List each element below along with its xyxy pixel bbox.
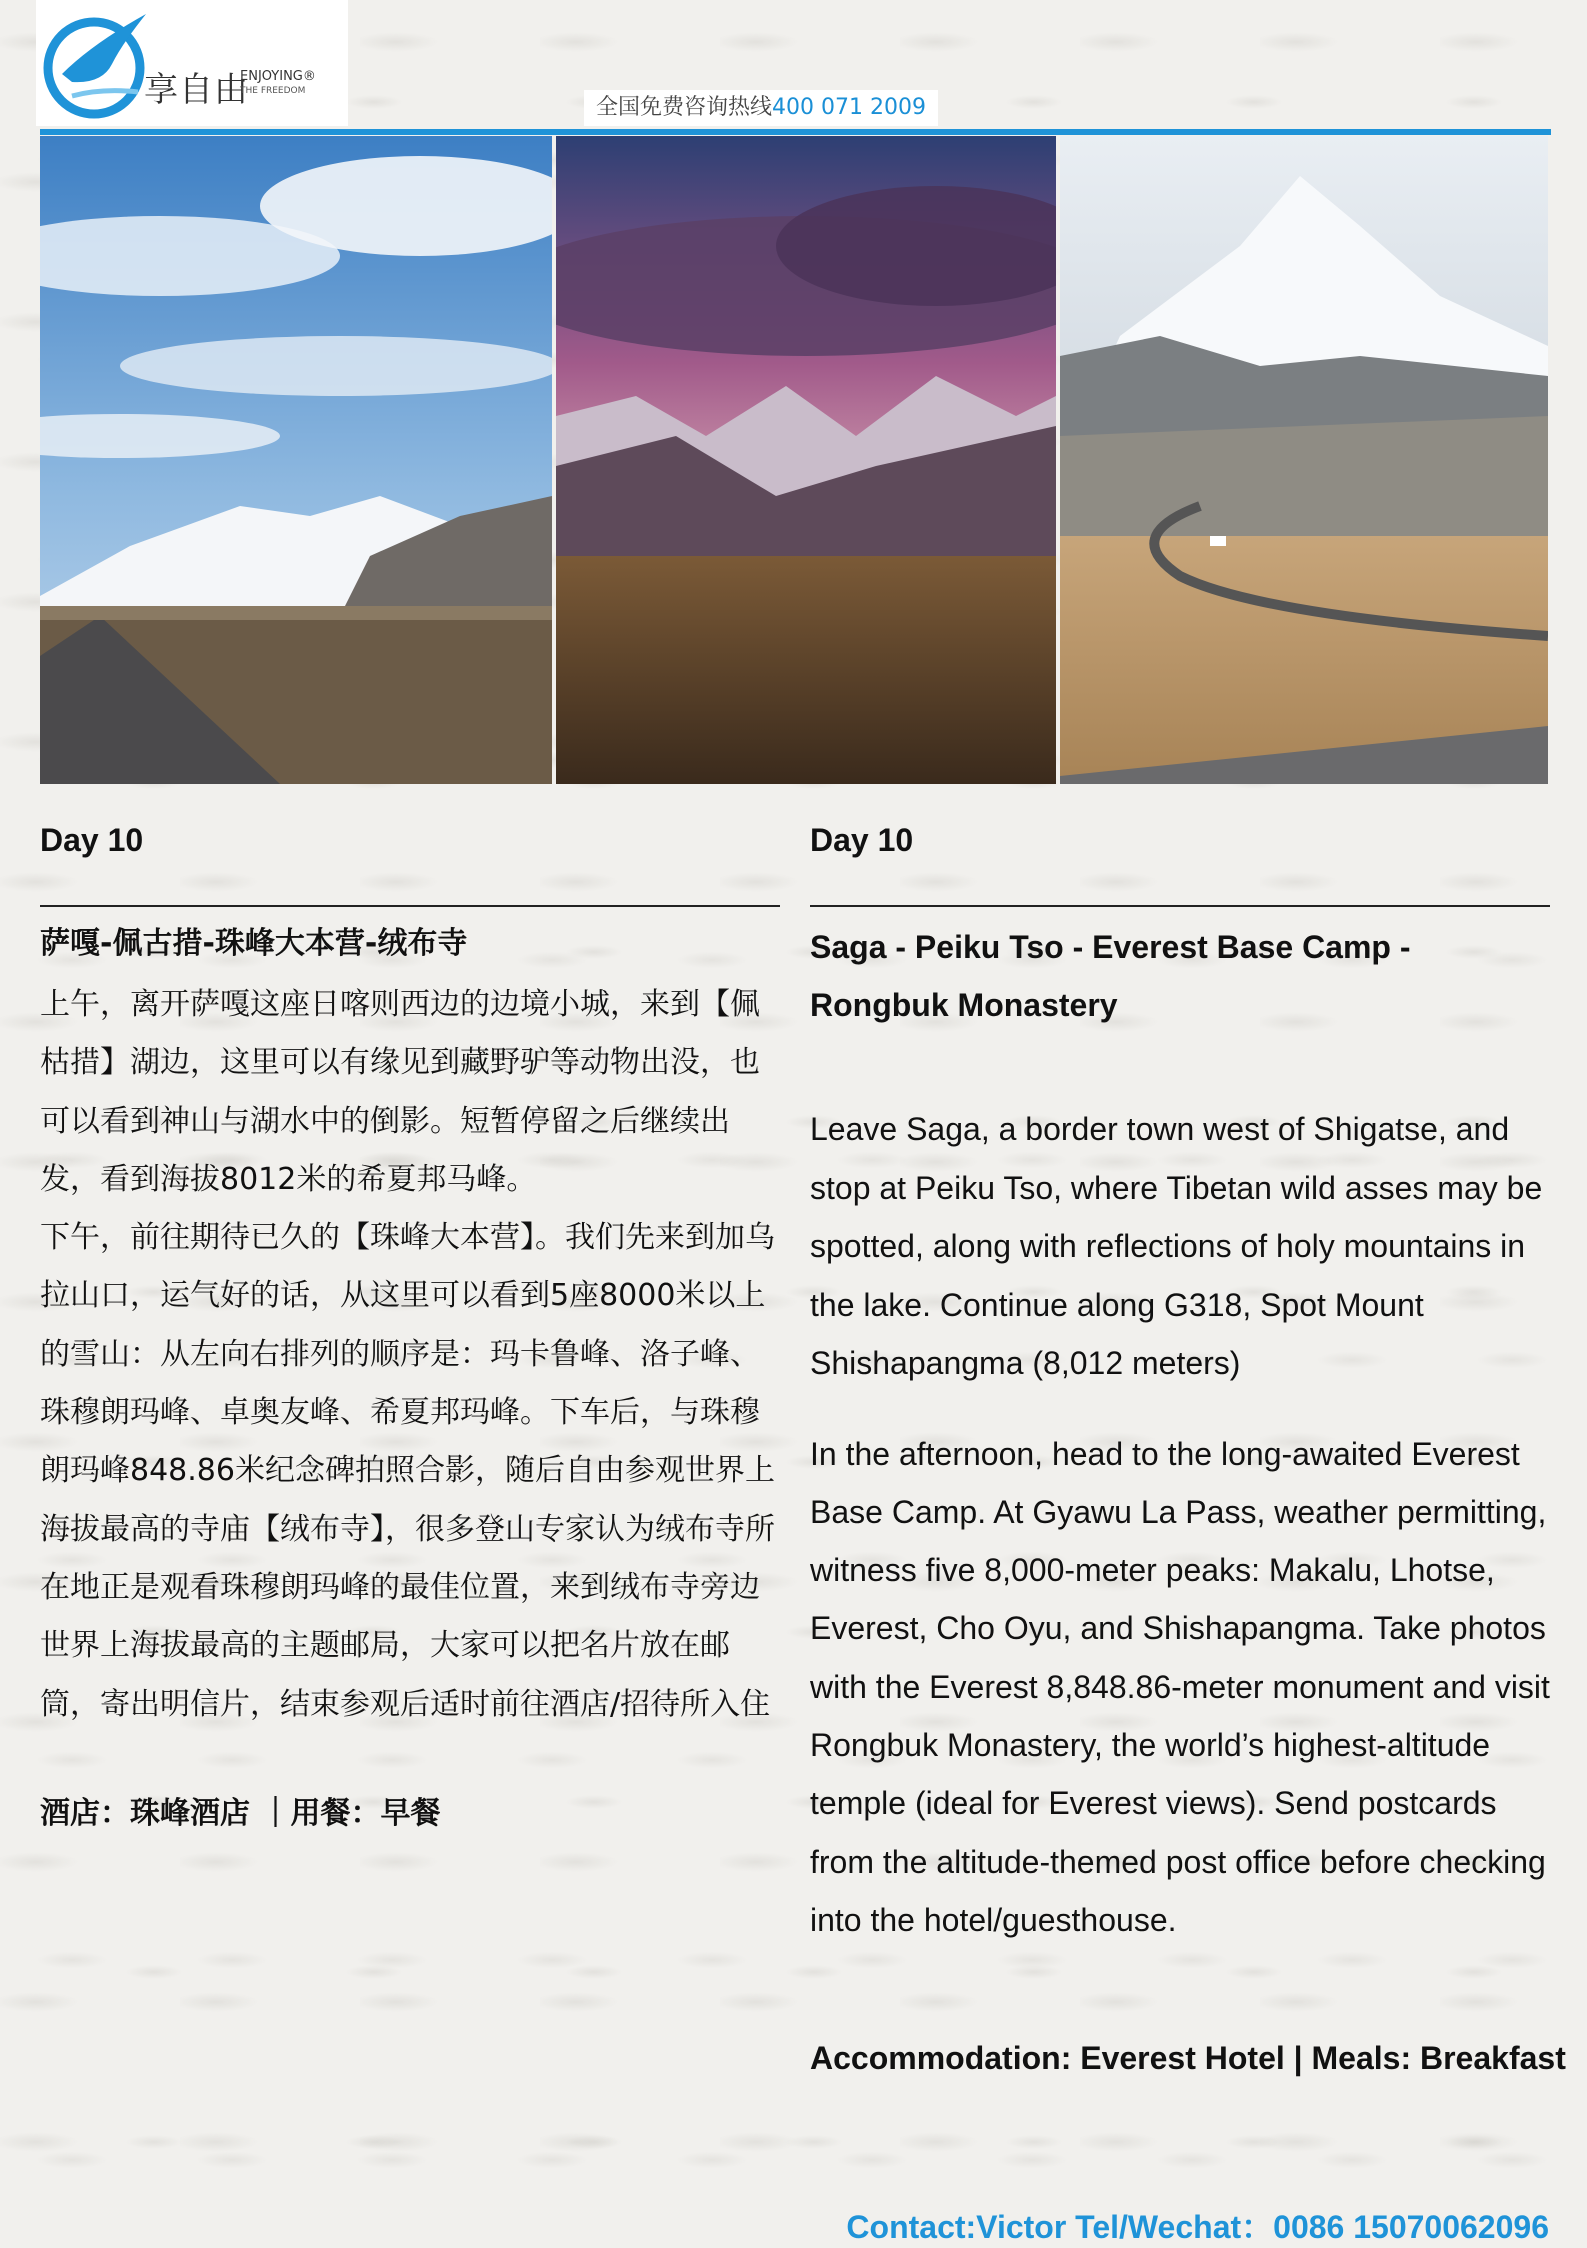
- kailash-road-car-icon: [1060, 136, 1548, 784]
- en-accommodation-meals: Accommodation: Everest Hotel | Meals: Breakfast: [810, 2040, 1566, 2076]
- en-route-title: Saga - Peiku Tso - Everest Base Camp - Rongbuk Monastery: [810, 929, 1411, 1023]
- left-divider: [40, 905, 780, 907]
- photo-plateau-road: [40, 136, 552, 784]
- hotline-number: 400 071 2009: [772, 95, 926, 120]
- en-paragraph-morning: Leave Saga, a border town west of Shigatse, and stop at Peiku Tso, where Tibetan wild asses may be spotted, along with reflections of holy mountains in the lake. Continue along G318, Spot Mount Shishapangma (8,012 meters): [810, 1111, 1543, 1381]
- cn-itinerary-body: [40, 976, 785, 1734]
- logo-cn-text: 享自由: [144, 70, 249, 110]
- photo-strip: [40, 136, 1548, 784]
- cn-route-title: 萨嘎-佩古措-珠峰大本营-绒布寺: [40, 926, 468, 961]
- right-divider: [810, 905, 1550, 907]
- logo: [36, 0, 348, 126]
- day-label-cn: Day 10: [40, 822, 144, 858]
- photo-kailash-road: [1060, 136, 1548, 784]
- hotline: [584, 90, 938, 126]
- cn-paragraph-afternoon: 下午，前往期待已久的【珠峰大本营】。我们先来到加乌拉山口，运气好的话，从这里可以看到5座8000米以上的雪山：从左向右排列的顺序是：玛卡鲁峰、洛子峰、珠穆朗玛峰、卓奥友峰、希夏邦玛峰。下车后，与珠穆朗玛峰848.86米纪念碑拍照合影，随后自由参观世界上海拔最高的寺庙【绒布寺】，很多登山专家认为绒布寺所在地正是观看珠穆朗玛峰的最佳位置，来到绒布寺旁边世界上海拔最高的主题邮局，大家可以把名片放在邮筒，寄出明信片，结束参观后适时前往酒店/招待所入住: [40, 1220, 775, 1722]
- contact-info: Contact:Victor Tel/Wechat：0086 15070062096: [846, 2209, 1549, 2245]
- hotline-label: 全国免费咨询热线: [596, 95, 773, 120]
- photo-sunset-mountain: [556, 136, 1056, 784]
- cn-accommodation-meals: 酒店：珠峰酒店 ｜用餐：早餐: [40, 1796, 441, 1831]
- swallow-logo-icon: [42, 4, 152, 124]
- cn-paragraph-morning: 上午，离开萨嘎这座日喀则西边的边境小城，来到【佩枯措】湖边，这里可以有缘见到藏野驴等动物出没，也可以看到神山与湖水中的倒影。短暂停留之后继续出发，看到海拔8012米的希夏邦马峰。: [40, 987, 760, 1197]
- day-label-en: Day 10: [810, 822, 914, 858]
- en-paragraph-afternoon: In the afternoon, head to the long-awaited Everest Base Camp. At Gyawu La Pass, weather permitting, witness five 8,000-meter peaks: Makalu, Lhotse, Everest, Cho Oyu, and Shishapangma. Take photos with the Everest 8,848.86-meter monument and visit Rongbuk Monastery, the world’s highest-altitude temple (ideal for Everest views). Send postcards from the altitude-themed post office before checking into the hotel/guesthouse.: [810, 1435, 1550, 1938]
- sunset-mountain-grassland-icon: [556, 136, 1056, 784]
- logo-en-text: ENJOYING® THE FREEDOM: [240, 69, 316, 96]
- header-divider: [40, 129, 1551, 135]
- plateau-road-snow-mountain-icon: [40, 136, 552, 784]
- en-itinerary-body: [810, 1100, 1555, 1949]
